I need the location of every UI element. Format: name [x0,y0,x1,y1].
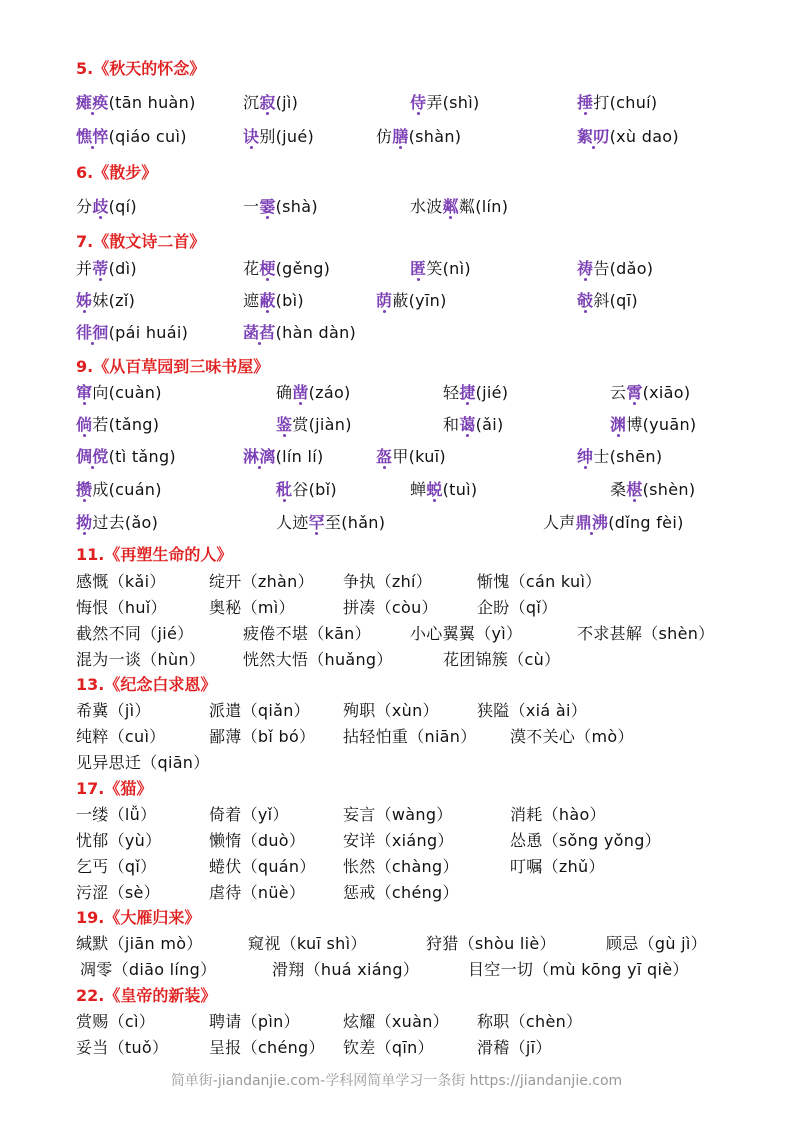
vocab-item: 混为一谈（hùn） [76,650,206,669]
vocab-item: 妄言（wàng） [343,805,453,824]
vocab-highlight-char: 窜 [76,383,93,402]
vocab-item: 钦差（qīn） [343,1038,434,1057]
vocab-highlight-char: 秕 [276,480,293,499]
vocab-item: 消耗（hào） [510,805,606,824]
vocab-item: 漠不关心（mò） [510,727,634,746]
vocab-pinyin: (jì) [275,93,299,112]
vocab-highlight-char: 罕 [308,513,325,532]
vocab-item [443,380,508,403]
vocab-pinyin: (hàn dàn) [275,323,357,342]
vocab-item: 称职（chèn） [477,1012,583,1031]
vocab-pinyin: 向(cuàn) [92,383,162,402]
vocab-item [610,412,696,435]
vocab-item [76,124,187,147]
vocab-item: 炫耀（xuàn） [343,1012,449,1031]
vocab-plain-text: 人声 [543,513,576,532]
vocab-item: 小心翼翼（yì） [410,624,523,643]
vocab-pinyin: 告(dǎo) [593,259,654,278]
vocab-item [243,90,298,113]
vocab-pinyin: (xù dao) [609,127,679,146]
vocab-plain-text: 沉 [243,93,260,112]
vocab-item [276,510,385,533]
vocab-item: 纯粹（cuì） [76,727,166,746]
vocab-item [443,412,504,435]
vocab-item: 顾忌（gù jì） [606,934,707,953]
vocab-item [577,90,657,113]
vocab-item: 呈报（chéng） [209,1038,325,1057]
vocab-pinyin: (dì) [108,259,137,278]
section-heading: 19.《大雁归来》 [76,908,201,927]
vocab-highlight-char: 膳 [392,127,409,146]
vocab-item [376,444,446,467]
vocab-plain-text: 云 [610,383,627,402]
vocab-item: 疲倦不堪（kān） [243,624,371,643]
vocab-item [410,477,477,500]
vocab-highlight-char: 捷 [459,383,476,402]
vocab-item: 滑稽（jī） [477,1038,552,1057]
vocab-highlight-char: 絮叨 [577,127,610,146]
vocab-item: 惩戒（chéng） [343,883,459,902]
vocab-item: 目空一切（mù kōng yī qiè） [468,960,689,979]
vocab-highlight-char: 倜傥 [76,447,109,466]
vocab-item: 聘请（pìn） [209,1012,300,1031]
vocab-item: 见异思迁（qiān） [76,753,210,772]
vocab-item: 滑翔（huá xiáng） [272,960,420,979]
vocab-item: 蜷伏（quán） [209,857,316,876]
vocab-highlight-char: 盔 [376,447,393,466]
vocab-highlight-char: 霄 [626,383,643,402]
vocab-pinyin: (dǐng fèi) [608,513,684,532]
vocab-item: 绽开（zhàn） [209,572,314,591]
vocab-highlight-char: 拗 [76,513,93,532]
vocab-pinyin: (pái huái) [108,323,189,342]
vocab-highlight-char: 蔽 [259,291,276,310]
vocab-item: 悔恨（huǐ） [76,598,167,617]
vocab-item: 惭愧（cán kuì） [477,572,602,591]
vocab-highlight-char: 捶 [577,93,594,112]
vocab-plain-text: 蝉 [410,480,427,499]
vocab-item: 忧郁（yù） [76,831,162,850]
vocab-item: 妥当（tuǒ） [76,1038,169,1057]
vocab-item: 虐待（nüè） [209,883,306,902]
vocab-pinyin: 妹(zǐ) [92,291,136,310]
vocab-highlight-char: 攲 [577,291,594,310]
vocab-item [410,194,508,217]
vocab-pinyin: 若(tǎng) [92,415,160,434]
vocab-pinyin: (shàn) [408,127,462,146]
vocab-item: 拈轻怕重（niān） [343,727,477,746]
vocab-item: 希冀（jì） [76,701,151,720]
vocab-item [376,124,461,147]
vocab-highlight-char: 渊 [610,415,627,434]
vocab-highlight-char: 蜕 [426,480,443,499]
vocab-item [76,380,162,403]
vocab-pinyin: (xiāo) [642,383,691,402]
vocab-item: 鄙薄（bǐ bó） [209,727,316,746]
vocab-item: 乞丐（qǐ） [76,857,157,876]
vocab-item: 叮嘱（zhǔ） [510,857,605,876]
vocab-highlight-char: 憔悴 [76,127,109,146]
section-heading: 17.《猫》 [76,779,153,798]
vocab-item [76,412,159,435]
vocab-item: 争执（zhí） [343,572,433,591]
vocab-item: 狩猎（shòu liè） [426,934,556,953]
vocab-pinyin: 士(shēn) [593,447,663,466]
vocab-item: 拼凑（còu） [343,598,438,617]
vocab-highlight-char: 蔼 [459,415,476,434]
section-heading: 22.《皇帝的新装》 [76,986,217,1005]
vocab-highlight-char: 姊 [76,291,93,310]
vocab-item: 不求甚解（shèn） [577,624,715,643]
vocab-pinyin: (shà) [275,197,318,216]
vocab-item [610,380,690,403]
vocab-highlight-char: 霎 [259,197,276,216]
vocab-item [577,444,662,467]
vocab-highlight-char: 菡萏 [243,323,276,342]
vocab-plain-text: 一 [243,197,260,216]
vocab-pinyin: (shèn) [642,480,696,499]
vocab-pinyin: 粼(lín) [458,197,509,216]
vocab-pinyin: 打(chuí) [593,93,658,112]
vocab-item [243,256,330,279]
vocab-item [76,194,137,217]
vocab-item [76,288,135,311]
vocab-item: 花团锦簇（cù） [443,650,561,669]
vocab-item [76,320,188,343]
vocab-pinyin: 别(jué) [259,127,315,146]
vocab-highlight-char: 梗 [259,259,276,278]
vocab-highlight-char: 荫 [376,291,393,310]
vocab-item [243,124,314,147]
vocab-item [376,288,447,311]
vocab-pinyin: 至(hǎn) [324,513,386,532]
vocab-item [276,412,352,435]
vocab-pinyin: 弄(shì) [426,93,480,112]
vocab-item: 一缕（lǚ） [76,805,157,824]
vocab-pinyin: (jié) [475,383,509,402]
vocab-highlight-char: 瘫痪 [76,93,109,112]
vocab-item: 奥秘（mì） [209,598,295,617]
vocab-pinyin: (qí) [108,197,137,216]
vocab-highlight-char: 椹 [626,480,643,499]
vocab-item [577,124,679,147]
vocab-plain-text: 并 [76,259,93,278]
vocab-plain-text: 桑 [610,480,627,499]
vocab-plain-text: 确 [276,383,293,402]
vocab-item [577,288,638,311]
vocab-item: 截然不同（jié） [76,624,194,643]
vocab-item: 狭隘（xiá ài） [477,701,588,720]
vocab-item [410,256,471,279]
vocab-item [243,444,324,467]
vocab-item [276,380,351,403]
vocab-highlight-char: 侍 [410,93,427,112]
vocab-highlight-char: 寂 [259,93,276,112]
vocab-item [276,477,337,500]
section-heading: 5.《秋天的怀念》 [76,59,206,78]
vocab-highlight-char: 歧 [92,197,109,216]
vocab-pinyin: 博(yuān) [626,415,697,434]
vocab-item: 安详（xiáng） [343,831,454,850]
vocab-pinyin: (tuì) [442,480,478,499]
vocab-item: 殉职（xùn） [343,701,439,720]
vocab-item: 凋零（diāo líng） [80,960,217,979]
section-heading: 9.《从百草园到三味书屋》 [76,357,270,376]
vocab-plain-text: 和 [443,415,460,434]
vocab-item [243,320,356,343]
vocab-highlight-char: 凿 [292,383,309,402]
vocab-plain-text: 人迹 [276,513,309,532]
section-heading: 6.《散步》 [76,163,158,182]
vocab-plain-text: 花 [243,259,260,278]
vocab-pinyin: (lín lí) [275,447,324,466]
vocab-item [243,288,304,311]
vocab-pinyin: (qiáo cuì) [108,127,187,146]
vocab-item [76,256,137,279]
vocab-pinyin: 谷(bǐ) [292,480,337,499]
vocab-item: 怂恿（sǒng yǒng） [510,831,661,850]
vocab-pinyin: 过去(ǎo) [92,513,159,532]
vocab-highlight-char: 祷 [577,259,594,278]
vocab-pinyin: (záo) [308,383,351,402]
vocab-highlight-char: 绅 [577,447,594,466]
vocab-highlight-char: 匿 [410,259,427,278]
vocab-item [410,90,480,113]
footer-watermark: 简单街-jiandanjie.com-学科网简单学习一条街 https://jiandanjie.com [170,1073,623,1089]
vocab-plain-text: 分 [76,197,93,216]
vocab-pinyin: (gěng) [275,259,331,278]
vocab-plain-text: 遮 [243,291,260,310]
vocab-pinyin: 甲(kuī) [392,447,446,466]
vocab-item [543,510,684,533]
vocab-item: 懒惰（duò） [209,831,306,850]
vocab-item [76,510,158,533]
section-heading: 11.《再塑生命的人》 [76,545,233,564]
vocab-highlight-char: 鼎沸 [575,513,609,532]
vocab-pinyin: 笑(nì) [426,259,471,278]
vocab-highlight-char: 鉴 [276,415,293,434]
vocab-plain-text: 轻 [443,383,460,402]
vocab-item [577,256,653,279]
vocab-pinyin: 成(cuán) [92,480,162,499]
vocab-highlight-char: 淋漓 [243,447,276,466]
vocab-plain-text: 仿 [376,127,393,146]
vocab-highlight-char: 蒂 [92,259,109,278]
vocab-item: 派遣（qiǎn） [209,701,310,720]
vocab-highlight-char: 徘徊 [76,323,109,342]
vocab-item [76,444,176,467]
vocab-pinyin: 斜(qī) [593,291,638,310]
vocab-pinyin: 蔽(yīn) [392,291,447,310]
vocab-item: 感慨（kǎi） [76,572,166,591]
vocab-highlight-char: 诀 [243,127,260,146]
vocab-item [76,90,196,113]
vocab-pinyin: (tān huàn) [108,93,196,112]
vocab-highlight-char: 攒 [76,480,93,499]
vocab-item: 污涩（sè） [76,883,160,902]
vocab-item: 怅然（chàng） [343,857,459,876]
vocab-highlight-char: 倘 [76,415,93,434]
vocab-item [76,477,162,500]
section-heading: 7.《散文诗二首》 [76,232,206,251]
vocab-pinyin: 赏(jiàn) [292,415,352,434]
vocab-pinyin: (ǎi) [475,415,504,434]
vocab-pinyin: (bì) [275,291,304,310]
vocab-item [610,477,695,500]
section-heading: 13.《纪念白求恩》 [76,675,217,694]
vocab-item [243,194,318,217]
vocab-pinyin: (tì tǎng) [108,447,176,466]
vocab-item: 赏赐（cì） [76,1012,156,1031]
vocab-item: 缄默（jiān mò） [76,934,203,953]
vocab-plain-text: 水波 [410,197,443,216]
vocab-highlight-char: 粼 [442,197,459,216]
vocab-item: 窥视（kuī shì） [248,934,367,953]
vocab-item: 企盼（qǐ） [477,598,558,617]
vocab-item: 倚着（yǐ） [209,805,289,824]
vocab-item: 恍然大悟（huǎng） [243,650,393,669]
